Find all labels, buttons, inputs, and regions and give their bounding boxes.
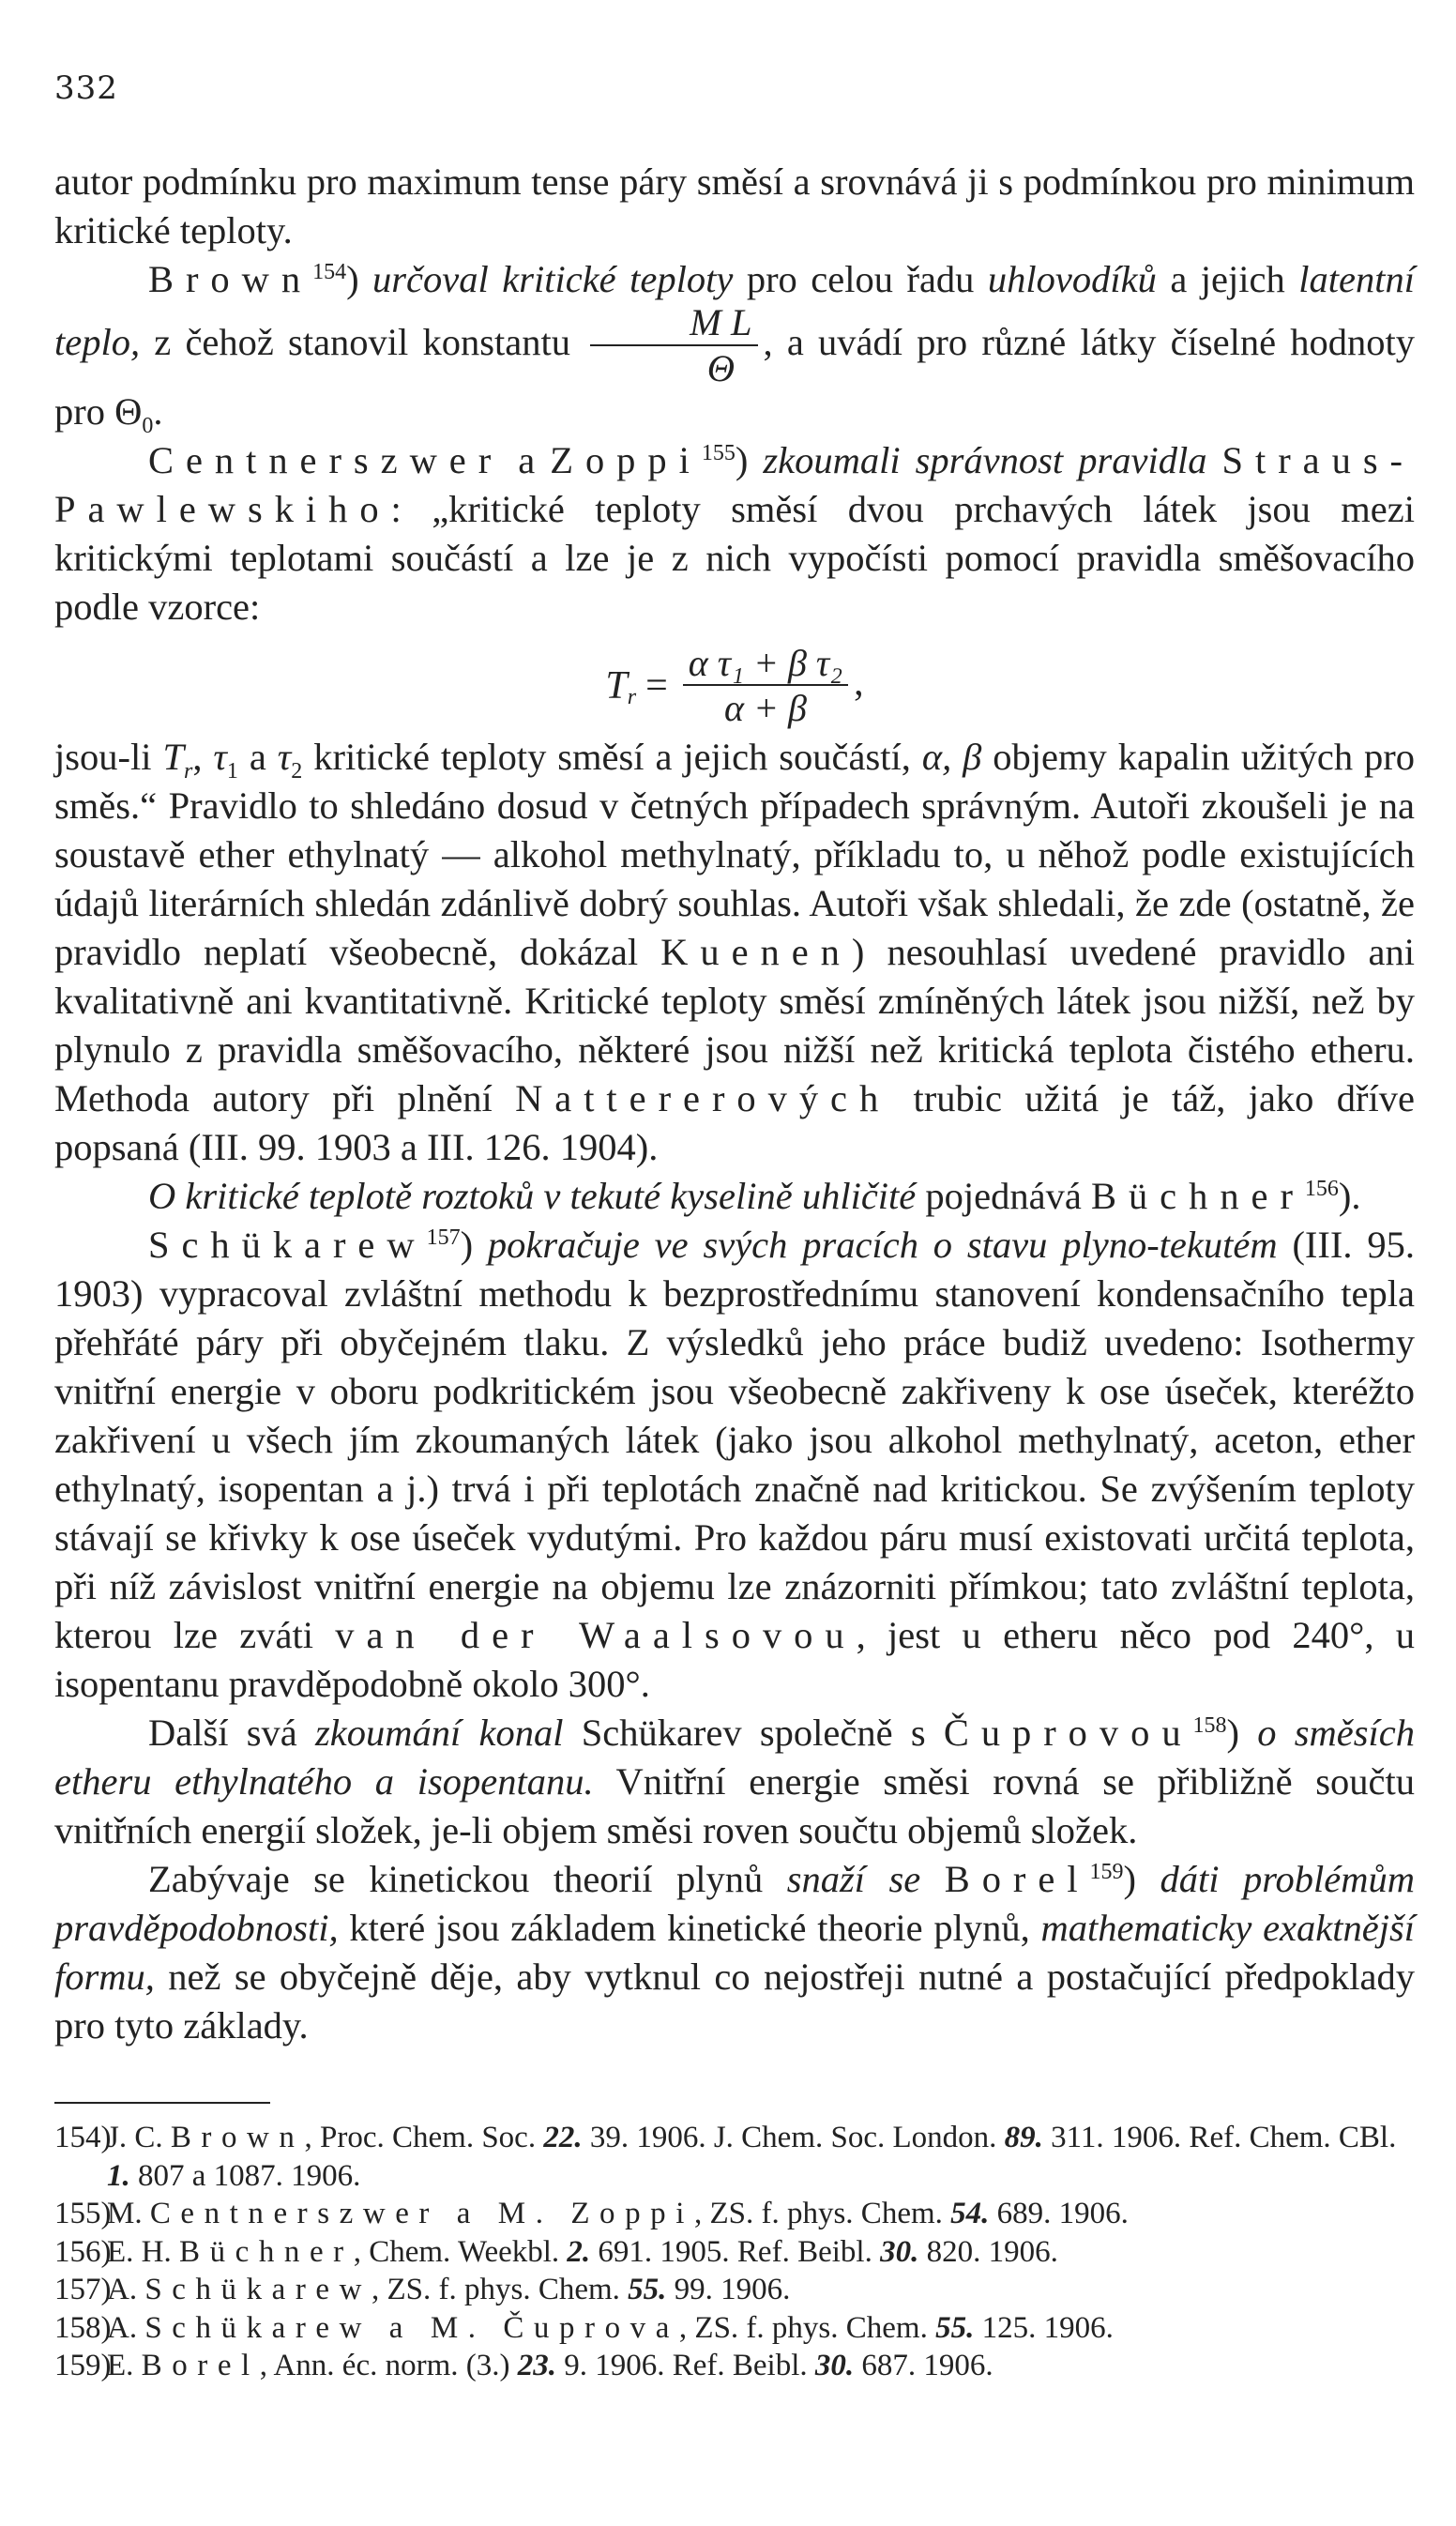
text: 691. 1905. Ref. Beibl. xyxy=(590,2234,881,2269)
ref-154: 154 xyxy=(312,260,347,284)
italic-text: pokračuje ve svých pracích o stavu plyno-tekutém xyxy=(487,1224,1278,1266)
formula-denominator: α + β xyxy=(723,687,807,729)
text: . xyxy=(153,390,163,433)
text: 311. 1906. Ref. Chem. CBl. xyxy=(1042,2121,1397,2154)
volume: 22. xyxy=(543,2121,583,2154)
text: , Ann. éc. norm. (3.) xyxy=(259,2349,518,2382)
text: 807 a 1087. 1906. xyxy=(129,2158,361,2193)
paragraph-explanation xyxy=(54,733,1415,1172)
volume: 55. xyxy=(935,2310,975,2345)
ref-158: 158 xyxy=(1192,1713,1227,1738)
text: z čehož stanovil konstantu xyxy=(140,320,585,363)
text: trubic užitá je táž, jako dříve popsaná (III. 99. 1903 a III. 126. 1904). xyxy=(54,1077,1415,1168)
subscript: 0 xyxy=(142,414,154,439)
volume: 55. xyxy=(628,2273,667,2306)
formula-lhs: T xyxy=(605,664,628,708)
paragraph-buchner xyxy=(54,1172,1415,1221)
text: , xyxy=(192,736,214,778)
volume: 54. xyxy=(950,2197,990,2230)
footnote-initials: M. xyxy=(107,2197,150,2230)
text: ) nesouhlasí uvedené pravidlo ani kvalitativně ani kvantitativně. Kritické teploty směsí zmíněných látek jsou nižší, než by plynulo z pravidla směšovacího, některé jsou nižší než kritická teplota čistého etheru. Methoda autory při plnění xyxy=(54,931,1415,1119)
text: Další svá xyxy=(148,1712,315,1754)
variable: τ xyxy=(277,736,292,778)
footnote-divider xyxy=(54,2102,270,2104)
formula-numerator: α τ₁ + β τ₂ xyxy=(683,645,848,686)
paragraph-brown xyxy=(54,255,1415,439)
footnote-initials: J. C. xyxy=(107,2121,171,2154)
author-van-der-waals: van der Waalsovou xyxy=(335,1614,857,1656)
fraction-numerator: M L xyxy=(590,304,757,346)
text: (III. 95. 1903) vypracoval zvláštní methodu k bezprostřednímu stanovení kondensačního tepla přehřáté páry při obyčejném tlaku. Z výsledků jeho práce budiž uvedeno: Isothermy vnitřní energie v oboru podkritickém jsou všeobecně zakřiveny k ose úseček, kteréžto zakřivení u všech jím zkoumaných látek (jako jsou alkohol methylnatý, aceton, ether ethylnatý, isopentan a j.) trvá i při teplotách značně nad kritickou. Se zvýšením teploty stávají se křivky k ose úseček vydutými. Pro každou páru musí existovati určitá teplota, při níž závislost vnitřní energie na objemu lze znázorniti přímkou; tato zvláštní teplota, kterou lze zváti xyxy=(54,1224,1415,1656)
volume: 2. xyxy=(567,2234,591,2269)
text: 39. 1906. J. Chem. Soc. London. xyxy=(582,2121,1005,2154)
text: 125. 1906. xyxy=(974,2310,1114,2345)
text: , ZS. f. phys. Chem. xyxy=(372,2273,629,2306)
text: 9. 1906. Ref. Beibl. xyxy=(556,2349,815,2382)
footnote xyxy=(54,2119,1415,2195)
text: ). xyxy=(1338,1175,1361,1217)
formula-mixing-rule xyxy=(54,642,1415,729)
italic-text: dáti problémům pravděpodobnosti, xyxy=(54,1858,1415,1949)
text: a xyxy=(503,439,551,481)
text xyxy=(1206,439,1221,481)
footnote-number: 154) xyxy=(54,2121,112,2154)
ref-155: 155 xyxy=(701,441,736,465)
text: , ZS. f. phys. Chem. xyxy=(678,2310,936,2345)
italic-text: určoval kritické teploty xyxy=(372,258,734,300)
ref-159: 159 xyxy=(1089,1860,1124,1884)
text: ) xyxy=(346,258,373,300)
footnote xyxy=(54,2347,1415,2385)
subscript: r xyxy=(183,759,193,784)
volume: 89. xyxy=(1004,2121,1043,2154)
variable: α, β xyxy=(921,736,982,778)
footnote xyxy=(54,2309,1415,2348)
footnote-author: Centnerszwer a M. Zoppi xyxy=(149,2197,694,2230)
author-natterer: Nattererových xyxy=(515,1077,891,1119)
text: Zabývaje se kinetickou theorií plynů xyxy=(148,1858,787,1900)
footnote-initials: E. xyxy=(107,2349,142,2382)
text: , ZS. f. phys. Chem. xyxy=(693,2197,951,2230)
formula-equals: = xyxy=(645,664,668,708)
text: ) xyxy=(1123,1858,1160,1900)
text: pro celou řadu xyxy=(733,258,988,300)
author-borel: Borel xyxy=(944,1858,1090,1900)
paragraph-cuprova xyxy=(54,1709,1415,1855)
footnote-number: 159) xyxy=(54,2349,112,2382)
text: , a uvádí pro různé látky číselné hodnoty pro Θ xyxy=(54,320,1415,433)
text: ) xyxy=(735,439,764,481)
text: než se obyčejně děje, aby vytknul co nejostřeji nutné a postačující předpoklady pro tyto základy. xyxy=(54,1955,1415,2047)
italic-text: o směsích etheru ethylnatého a isopentanu. xyxy=(54,1712,1416,1803)
footnote xyxy=(54,2195,1415,2233)
paragraph-borel xyxy=(54,1855,1415,2050)
footnote-author: Schükarew xyxy=(144,2273,372,2306)
volume: 1. xyxy=(107,2158,130,2193)
footnote xyxy=(54,2233,1415,2272)
text: 689. 1906. xyxy=(989,2197,1129,2230)
footnote-number: 158) xyxy=(54,2310,112,2345)
page-number: 332 xyxy=(54,69,118,107)
volume: 30. xyxy=(814,2349,855,2382)
footnote-number: 157) xyxy=(54,2273,112,2306)
italic-text: O kritické teplotě roztoků v tekuté kyselině uhličité xyxy=(148,1175,917,1217)
text: 99. 1906. xyxy=(666,2273,791,2306)
text: Vnitřní energie směsi rovná se přibližně součtu vnitřních energií složek, je-li objem směsi roven součtu objemů složek. xyxy=(54,1760,1415,1851)
ref-156: 156 xyxy=(1304,1177,1339,1201)
author-centnerszwer: Centnerszwer xyxy=(148,439,504,481)
subscript: 1 xyxy=(226,759,238,784)
author-cuprova: Čuprovou xyxy=(943,1712,1193,1754)
author-kuenen: Kuenen xyxy=(660,931,852,973)
text: 687. 1906. xyxy=(854,2349,993,2382)
footnote-number: 155) xyxy=(54,2197,112,2230)
text: jsou-li xyxy=(54,736,163,778)
text: : „kritické teploty směsí dvou prchavých látek jsou mezi kritickými teplotami součástí a lze je z nich vypočísti pomocí pravidla směšovacího podle vzorce: xyxy=(54,488,1415,628)
text: kritické teploty směsí a jejich součástí, xyxy=(302,736,922,778)
subscript: 2 xyxy=(291,759,303,784)
italic-text: zkoumání konal xyxy=(314,1712,564,1754)
footnote-number: 156) xyxy=(54,2234,112,2269)
paragraph-1 xyxy=(54,158,1415,255)
author-schukarew: Schükarew xyxy=(148,1224,427,1266)
author-zoppi: Zoppi xyxy=(550,439,702,481)
volume: 23. xyxy=(517,2349,556,2382)
text: 820. 1906. xyxy=(918,2234,1058,2269)
formula-comma: , xyxy=(854,661,864,705)
formula-fraction xyxy=(683,642,848,729)
fraction-denominator: Θ xyxy=(706,346,735,389)
italic-text: zkoumali správnost pravidla xyxy=(763,439,1207,481)
formula-lhs-subscript: r xyxy=(627,685,637,710)
author-buchner: Büchner xyxy=(1090,1175,1305,1217)
footnote-initials: E. H. xyxy=(107,2234,179,2269)
footnote-initials: A. xyxy=(107,2273,145,2306)
text: ) xyxy=(1226,1712,1258,1754)
italic-text: latentní teplo, xyxy=(54,258,1415,363)
paragraph-centnerszwer xyxy=(54,436,1415,632)
text: , Chem. Weekbl. xyxy=(353,2234,568,2269)
author-straus-pawlewski: Straus-Pawlewskiho xyxy=(54,439,1415,530)
variable: T xyxy=(162,736,184,778)
text: ) xyxy=(460,1224,488,1266)
italic-text: uhlovodíků xyxy=(987,258,1157,300)
paragraph-schukarew xyxy=(54,1221,1415,1709)
text: pojednává xyxy=(916,1175,1091,1217)
variable: τ xyxy=(213,736,227,778)
text xyxy=(920,1858,944,1900)
italic-text: snaží se xyxy=(786,1858,921,1900)
volume: 30. xyxy=(880,2234,919,2269)
footnote-author: Borel xyxy=(141,2349,260,2382)
author-brown: Brown xyxy=(148,258,313,300)
footnote-author: Büchner xyxy=(179,2234,354,2269)
text: a jejich xyxy=(1156,258,1299,300)
text: které jsou základem kinetické theorie plynů, xyxy=(338,1907,1041,1949)
footnote-author: Brown xyxy=(170,2121,305,2154)
text: objemy kapalin užitých pro směs.“ Pravidlo to shledáno dosud v četných případech správným. Autoři zkoušeli je na soustavě ether ethylnatý — alkohol methylnatý, příkladu to, u něhož podle existujících údajů literárních shledán zdánlivě dobrý souhlas. Autoři však shledali, že zde (ostatně, že pravidlo neplatí všeobecně, dokázal xyxy=(54,736,1416,973)
italic-text: mathematicky exaktnější formu, xyxy=(54,1907,1415,1998)
footnotes xyxy=(54,2119,1415,2385)
paragraph-1-text: autor podmínku pro maximum tense páry směsí a srovnává ji s podmínkou pro minimum kritické teploty. xyxy=(54,160,1415,251)
fraction-ml-theta xyxy=(590,301,757,389)
footnote-initials: A. xyxy=(107,2310,145,2345)
text: Schükarev společně s xyxy=(563,1712,944,1754)
footnote xyxy=(54,2271,1415,2309)
ref-157: 157 xyxy=(426,1225,461,1250)
body-text xyxy=(54,158,1415,2050)
text: , jest u etheru něco pod 240°, u isopentanu pravděpodobně okolo 300°. xyxy=(54,1614,1415,1705)
text: a xyxy=(237,736,278,778)
footnote-author: Schükarew a M. Čuprova xyxy=(144,2310,679,2345)
text: , Proc. Chem. Soc. xyxy=(304,2121,544,2154)
